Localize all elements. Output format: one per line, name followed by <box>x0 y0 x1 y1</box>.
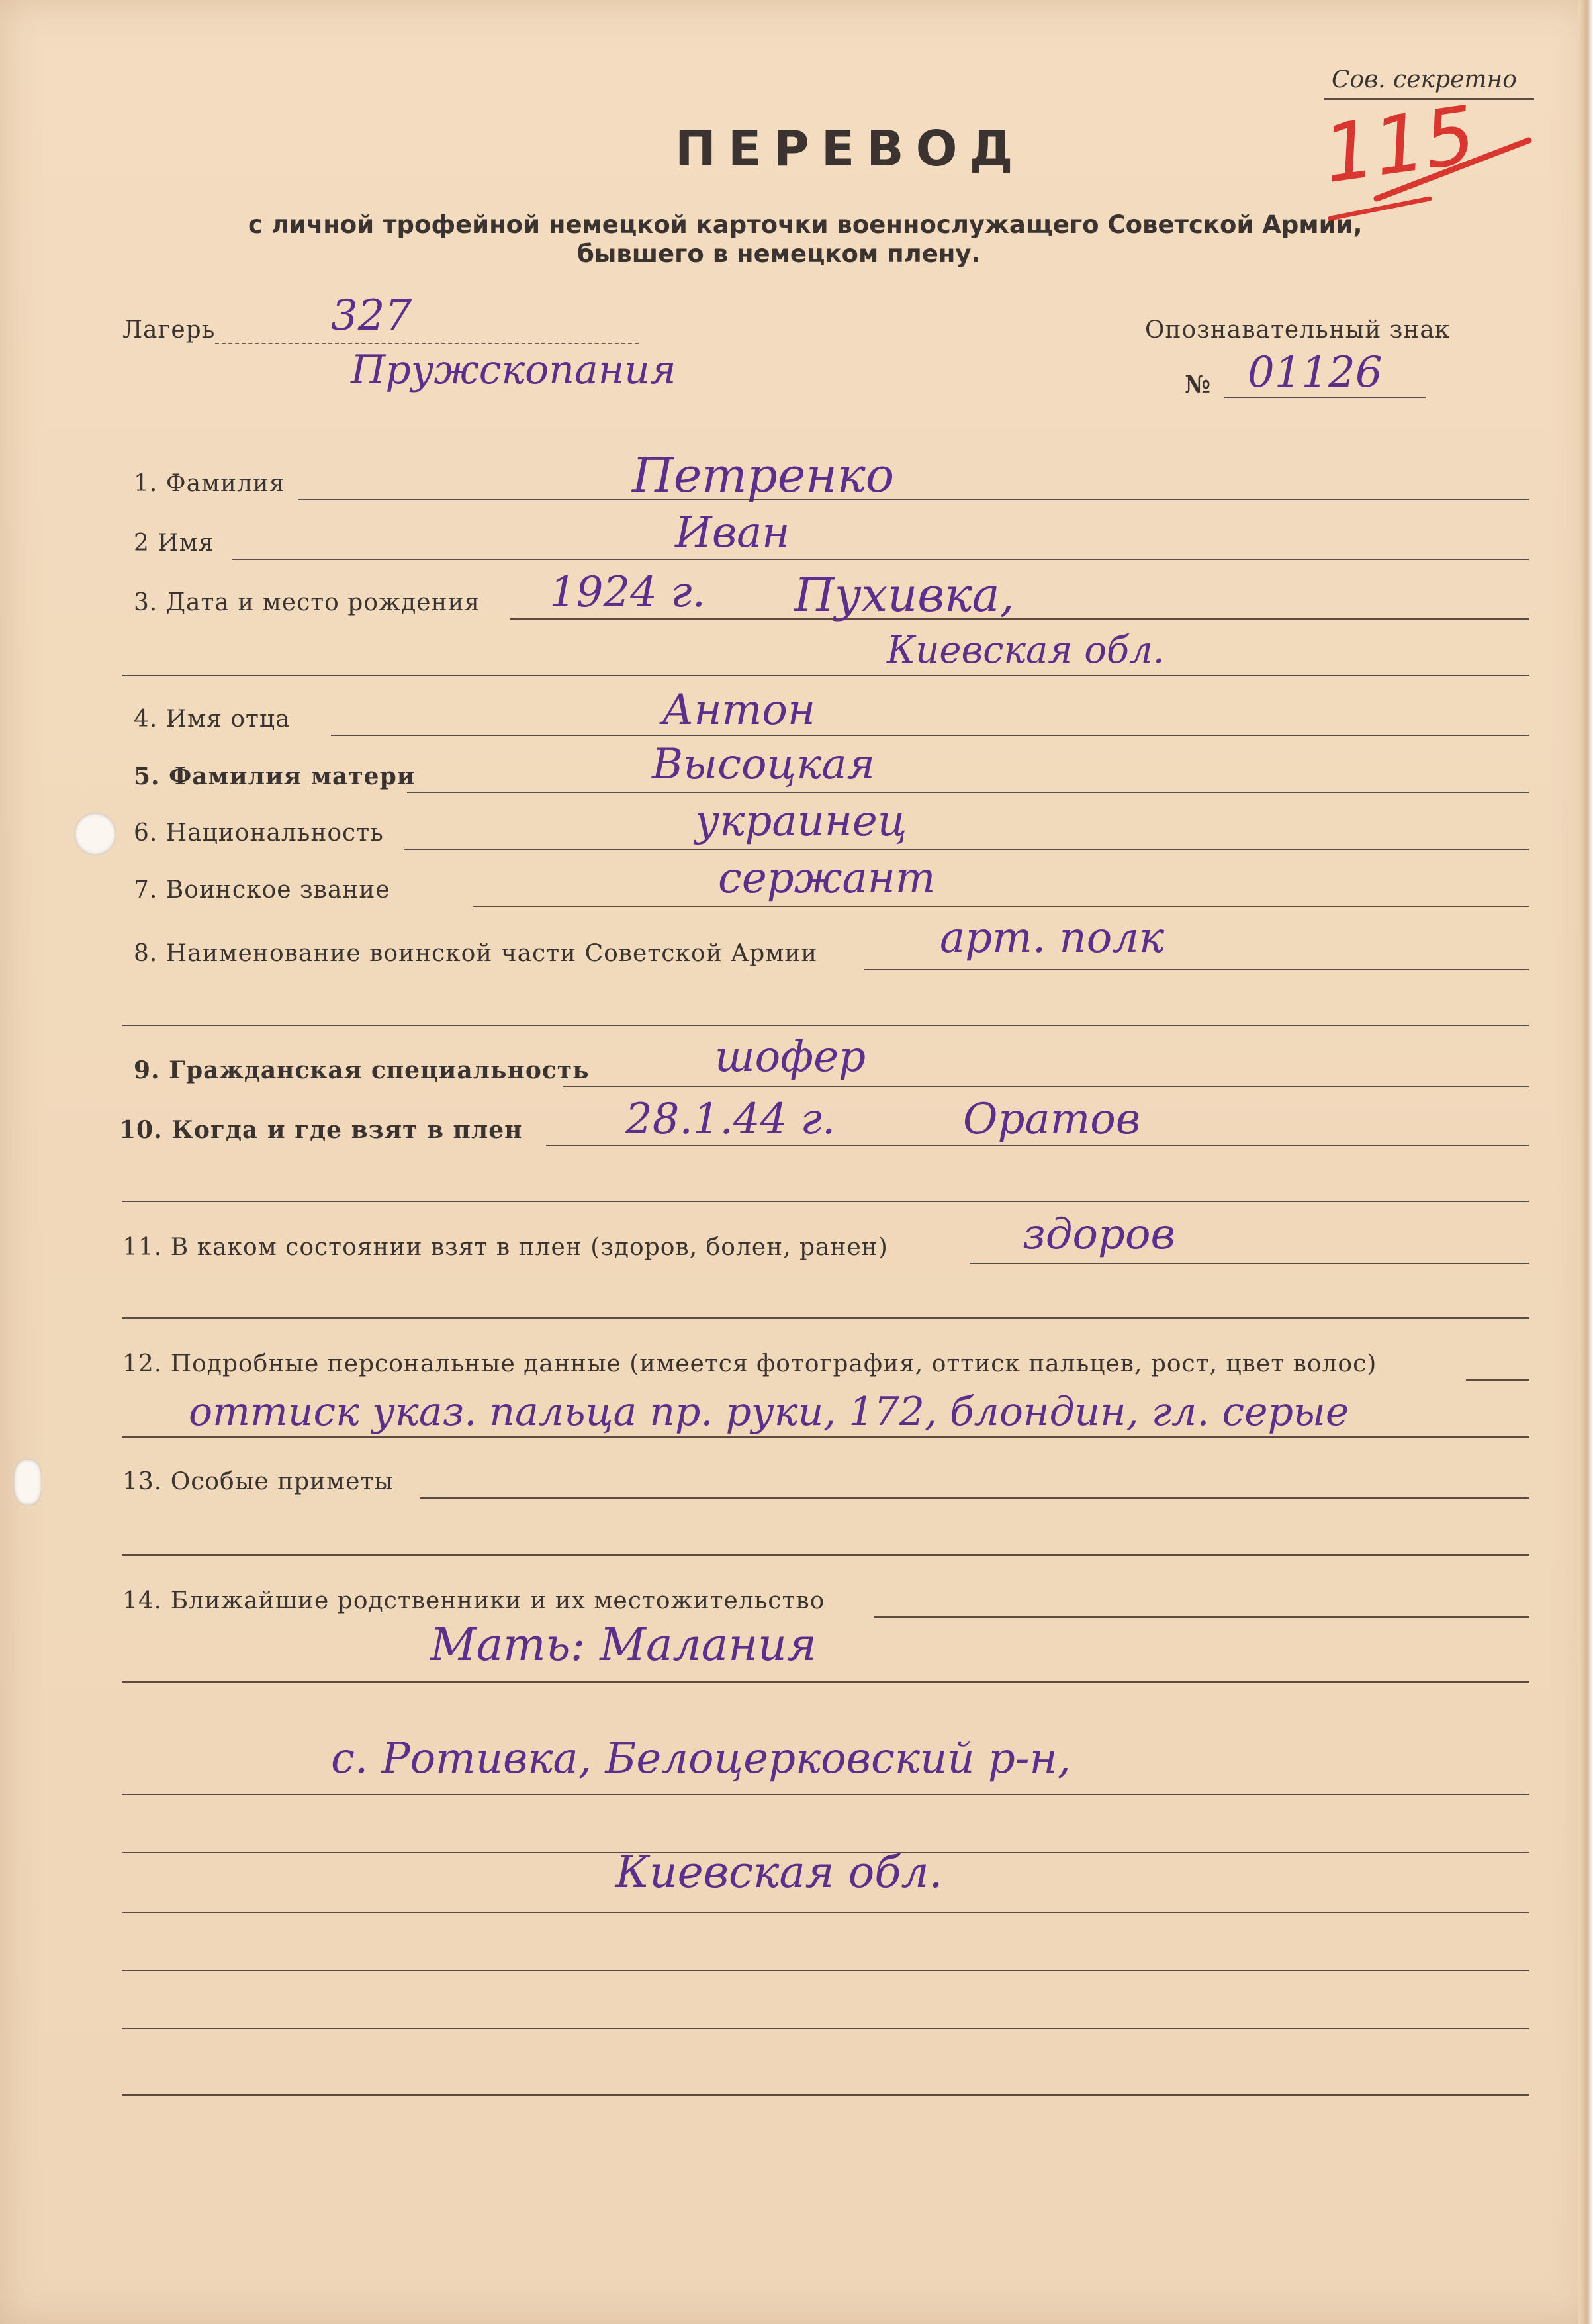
field-line <box>232 559 1529 560</box>
tag-value: 01126 <box>1248 348 1383 397</box>
field-value-personal-data: оттиск указ. пальца пр. руки, 172, блондин, гл. серые <box>189 1389 1349 1435</box>
field-label-name: 2 Имя <box>134 530 214 557</box>
field-value-rank: сержант <box>718 854 936 903</box>
camp-number: 327 <box>331 291 412 340</box>
field-label-birth: 3. Дата и место рождения <box>134 589 480 616</box>
field-value-unit: арт. полк <box>940 913 1165 962</box>
field-label-personal-data: 12. Подробные персональные данные (имеется фотография, оттиск пальцев, рост, цвет волос) <box>122 1350 1377 1377</box>
field-line <box>298 499 1529 500</box>
field-line <box>122 1436 1529 1438</box>
field-value-birth-region: Киевская обл. <box>887 629 1165 672</box>
tag-no-label: № <box>1185 371 1212 398</box>
field-line <box>122 2094 1529 2096</box>
field-line <box>546 1145 1529 1146</box>
field-value-nationality: украинец <box>695 797 907 846</box>
camp-location: Пружскопания <box>351 347 676 393</box>
field-label-condition: 11. В каком состоянии взят в плен (здоров, болен, ранен) <box>122 1234 888 1261</box>
field-value-relatives-mother: Мать: Малания <box>430 1619 817 1671</box>
field-value-relatives-address: с. Ротивка, Белоцерковский р-н, <box>331 1734 1071 1783</box>
field-value-surname: Петренко <box>632 447 895 503</box>
camp-label: Лагерь <box>122 316 216 344</box>
field-line <box>122 1970 1529 1971</box>
subtitle-line-1: с личной трофейной немецкой карточки военнослужащего Советской Армии, <box>248 210 1363 239</box>
page-title: ПЕРЕВОД <box>675 120 1025 177</box>
field-value-condition: здоров <box>1023 1210 1175 1259</box>
camp-line <box>215 343 639 344</box>
field-line <box>563 1086 1529 1087</box>
field-line <box>970 1263 1529 1264</box>
field-line <box>122 1794 1529 1795</box>
field-line <box>122 675 1529 676</box>
field-value-birth-year: 1924 г. <box>549 568 705 617</box>
field-line <box>122 1681 1529 1683</box>
field-value-mother: Высоцкая <box>652 740 875 789</box>
field-label-nationality: 6. Национальность <box>134 819 384 847</box>
field-line <box>122 1912 1529 1913</box>
field-line <box>122 1025 1529 1026</box>
field-line <box>331 735 1529 736</box>
field-label-unit: 8. Наименование воинской части Советской Армии <box>134 940 818 967</box>
field-line <box>404 849 1529 850</box>
field-line <box>420 1497 1529 1499</box>
field-value-relatives-region: Киевская обл. <box>615 1847 943 1898</box>
paper-edge <box>1578 0 1593 2324</box>
field-label-mother: 5. Фамилия матери <box>134 763 416 790</box>
subtitle-line-2: бывшего в немецком плену. <box>577 240 981 268</box>
field-value-father: Антон <box>662 686 815 735</box>
field-value-captured-date: 28.1.44 г. <box>625 1095 836 1144</box>
field-line <box>122 1317 1529 1319</box>
field-line <box>473 906 1529 907</box>
field-label-special-marks: 13. Особые приметы <box>122 1468 394 1495</box>
field-line <box>864 969 1529 970</box>
field-line <box>407 792 1529 793</box>
field-line <box>1466 1379 1529 1381</box>
field-line <box>122 2028 1529 2029</box>
field-value-captured-place: Оратов <box>963 1095 1141 1144</box>
field-value-name: Иван <box>675 508 790 557</box>
field-label-relatives: 14. Ближайшие родственники и их местожительство <box>122 1587 825 1614</box>
field-line <box>122 1554 1529 1556</box>
field-label-surname: 1. Фамилия <box>134 470 285 497</box>
classification-stamp: Сов. секретно <box>1332 66 1517 93</box>
field-label-profession: 9. Гражданская специальность <box>134 1056 590 1084</box>
field-label-father: 4. Имя отца <box>134 706 291 733</box>
red-mark: 115 <box>1318 89 1481 202</box>
punch-hole <box>13 1459 42 1505</box>
field-value-profession: шофер <box>715 1033 866 1082</box>
field-value-birth-place: Пухивка, <box>794 568 1015 622</box>
field-label-rank: 7. Воинское звание <box>134 876 390 904</box>
field-label-captured: 10. Когда и где взят в плен <box>119 1116 523 1144</box>
field-line <box>122 1201 1529 1202</box>
field-line <box>874 1616 1529 1618</box>
punch-hole <box>74 813 116 855</box>
tag-line <box>1224 397 1426 398</box>
field-line <box>510 618 1529 620</box>
tag-label: Опознавательный знак <box>1145 316 1451 344</box>
